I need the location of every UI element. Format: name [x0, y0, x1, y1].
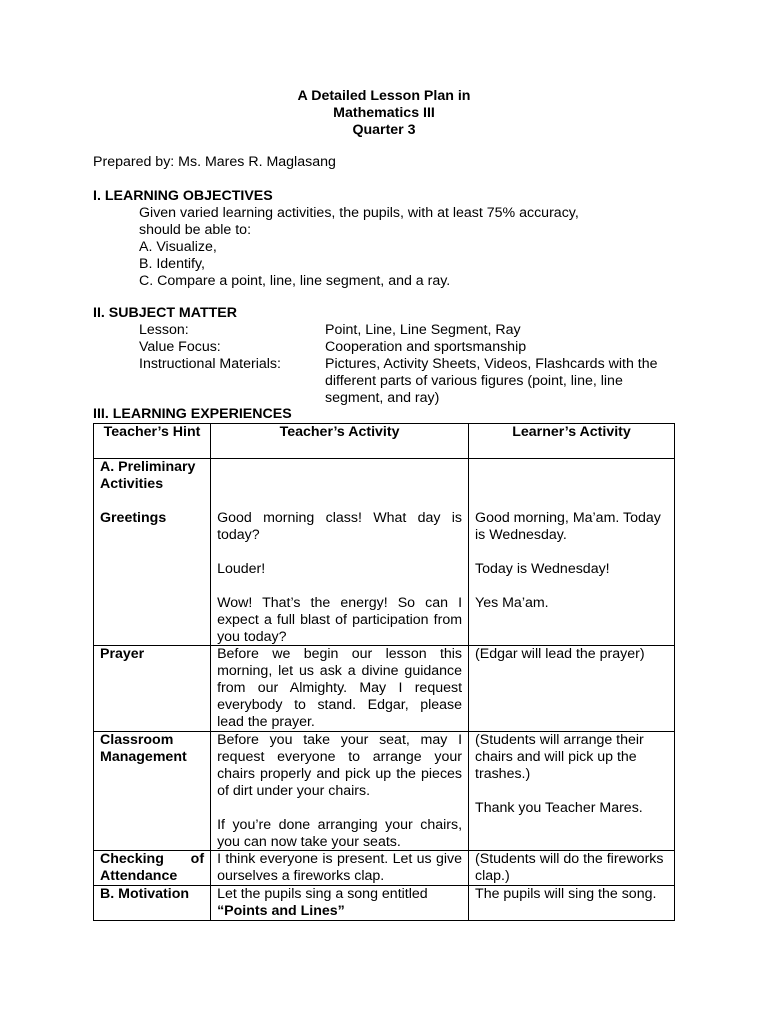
objectives-heading: I. LEARNING OBJECTIVES [93, 188, 273, 204]
teacher-activity: If you’re done arranging your chairs, you can now take your seats. [217, 816, 463, 850]
subject-matter-heading: II. SUBJECT MATTER [93, 305, 237, 321]
objective-item: A. Visualize, [139, 239, 217, 255]
materials-value: Pictures, Activity Sheets, Videos, Flashcards with the different parts of various figures (point, line, line segment, and ray) [325, 356, 658, 406]
teacher-activity: Let the pupils sing a song entitled [217, 886, 428, 903]
table-row [94, 886, 675, 921]
title-line-2: Mathematics III [333, 105, 435, 121]
learning-experiences-table [93, 423, 675, 921]
row-hint: B. Motivation [100, 886, 190, 903]
row-hint: Prayer [100, 646, 145, 663]
teacher-activity: Good morning class! What day is today? [217, 510, 463, 543]
song-title: “Points and Lines” [217, 903, 345, 920]
materials-label: Instructional Materials: [139, 356, 281, 372]
objective-item: C. Compare a point, line, line segment, and a ray. [139, 273, 451, 289]
teacher-activity: Before we begin our lesson this morning, let us ask a divine guidance from our Almighty. May I request everybody to stand. Edgar, please lead the prayer. [217, 646, 463, 731]
column-header: Teacher’s Hint [94, 424, 211, 459]
learner-activity: (Students will arrange their chairs and will pick up the trashes.) [475, 731, 644, 782]
learner-activity: (Students will do the fireworks clap.) [475, 851, 664, 885]
objectives-intro-2: should be able to: [139, 222, 252, 238]
table-row [94, 459, 675, 646]
prepared-by: Prepared by: Ms. Mares R. Maglasang [93, 154, 336, 170]
learner-activity: The pupils will sing the song. [475, 886, 657, 903]
objectives-intro-1: Given varied learning activities, the pupils, with at least 75% accuracy, [139, 205, 579, 221]
column-header: Learner’s Activity [469, 424, 675, 459]
learner-activity: Today is Wednesday! [475, 560, 610, 577]
learner-activity: Good morning, Ma’am. Today is Wednesday. [475, 510, 661, 543]
lesson-value: Point, Line, Line Segment, Ray [325, 322, 521, 338]
teacher-activity: Louder! [217, 560, 266, 577]
teacher-activity: Before you take your seat, may I request everyone to arrange your chairs properly and pick up the pieces of dirt under your chairs. [217, 731, 463, 799]
learner-activity: Yes Ma’am. [475, 594, 549, 611]
row-hint: Greetings [100, 509, 167, 526]
title-line-3: Quarter 3 [352, 122, 416, 138]
objective-item: B. Identify, [139, 256, 205, 272]
table-row [94, 646, 675, 732]
row-hint: Classroom Management [100, 731, 187, 765]
column-header: Teacher’s Activity [211, 424, 469, 459]
table-header-row [94, 424, 675, 459]
table-row [94, 731, 675, 850]
row-hint: A. Preliminary Activities [100, 459, 196, 492]
learner-activity: (Edgar will lead the prayer) [475, 646, 645, 663]
teacher-activity: Wow! That’s the energy! So can I expect a full blast of participation from you today? [217, 594, 463, 645]
row-hint: Checking of Attendance [100, 851, 205, 885]
learning-experiences-heading: III. LEARNING EXPERIENCES [93, 406, 292, 422]
value-focus-value: Cooperation and sportsmanship [325, 339, 527, 355]
value-focus-label: Value Focus: [139, 339, 221, 355]
title-line-1: A Detailed Lesson Plan in [297, 88, 471, 104]
lesson-label: Lesson: [139, 322, 189, 338]
teacher-activity: I think everyone is present. Let us give ourselves a fireworks clap. [217, 851, 463, 885]
table-row [94, 851, 675, 886]
learner-activity: Thank you Teacher Mares. [475, 799, 643, 816]
